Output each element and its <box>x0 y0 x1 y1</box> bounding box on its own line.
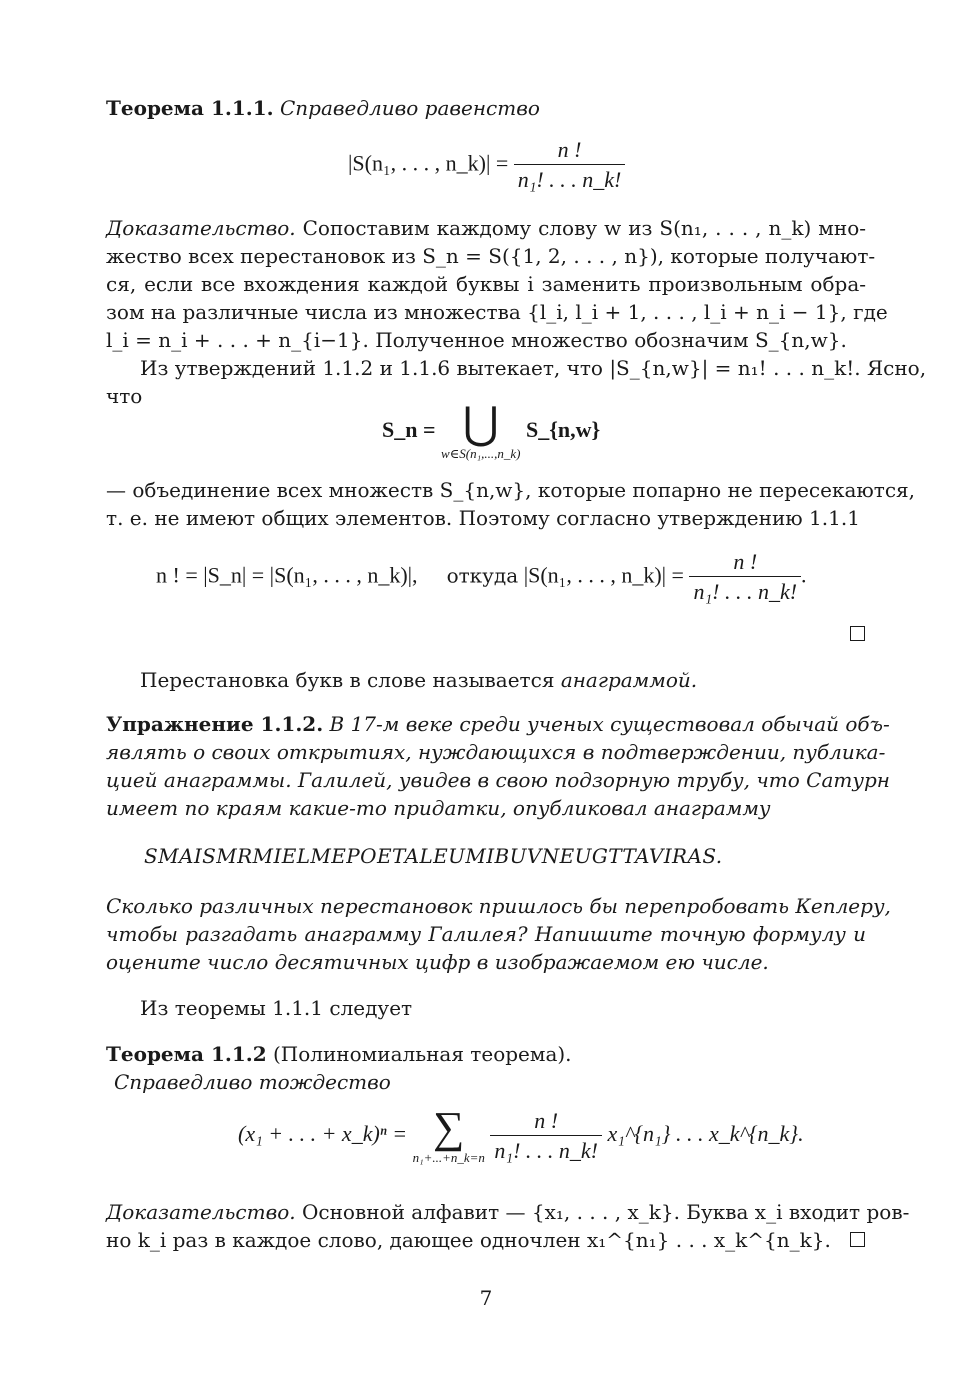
theorem-statement: Справедливо равенство <box>279 96 540 120</box>
final-mid: |S(n₁, . . . , n_k)| = <box>523 562 684 588</box>
theorem-1-1-1-formula <box>348 136 625 195</box>
theorem-label: Теорема 1.1.1. <box>106 96 274 120</box>
final-numerator: n ! <box>733 549 758 574</box>
sigma-icon: ∑ <box>433 1103 465 1152</box>
exercise-line-5: Сколько различных перестановок пришлось бы перепробовать Кеплеру, <box>106 894 891 918</box>
anagram-definition: Перестановка букв в слове называется анаграммой. <box>140 668 698 692</box>
proof-1-line-6: Из утверждений 1.1.2 и 1.1.6 вытекает, что |S_{n,w}| = n₁! . . . n_k!. Ясно, <box>140 356 927 380</box>
qed-square-icon <box>850 1232 865 1247</box>
proof-1-line-2: жество всех перестановок из S_n = S({1, 2, . . . , n}), которые получают- <box>106 244 876 268</box>
multinomial-numerator: n ! <box>534 1107 559 1133</box>
exercise-line-6: чтобы разгадать анаграмму Галилея? Напишите точную формулу и <box>106 922 866 946</box>
theorem-1-1-2-heading <box>106 1040 866 1068</box>
theorem-2-statement: Справедливо тождество <box>114 1070 391 1094</box>
page-number: 7 <box>479 1286 493 1310</box>
union-subscript: w∈S(n₁,...,n_k) <box>441 446 521 461</box>
final-formula: n ! = |S_n| = |S(n₁, . . . , n_k)|, откуда |S(n₁, . . . , n_k)| = $\frac{n !}{\text{n₁! . . . n\_k!}}$ . <box>156 548 807 607</box>
proof-1-line-1: Доказательство. Сопоставим каждому слову w из S(n₁, . . . , n_k) мно- <box>106 216 866 240</box>
proof-1-line-3: ся, если все вхождения каждой буквы i заменить произвольным обра- <box>106 272 866 296</box>
multinomial-fraction <box>490 1107 602 1166</box>
exercise-line-1: Упражнение 1.1.2. В 17-м веке среди ученых существовал обычай объ- <box>106 712 890 736</box>
proof-1-line-9: т. е. не имеют общих элементов. Поэтому согласно утверждению 1.1.1 <box>106 506 860 530</box>
proof-label: Доказательство. <box>106 216 296 240</box>
multinomial-rhs: x₁^{n₁} . . . x_k^{n_k}. <box>607 1121 804 1147</box>
theorem-1-1-1-heading <box>106 94 866 122</box>
big-cup-icon: ⋃ <box>462 399 499 448</box>
multinomial-formula <box>238 1103 804 1166</box>
final-word: откуда <box>446 563 519 588</box>
union-lhs: S_n = <box>382 417 436 443</box>
formula-lhs: |S(n₁, . . . , n_k)| = <box>348 150 509 176</box>
multinomial-denominator: n₁! . . . n_k! <box>490 1135 602 1166</box>
theorem-2-label: Теорема 1.1.2 <box>106 1042 267 1066</box>
final-fraction <box>689 548 801 607</box>
sum-subscript: n₁+...+n_k=n <box>412 1150 485 1165</box>
exercise-line-4: имеет по краям какие-то придатки, опубликовал анаграмму <box>106 796 771 820</box>
qed-square-icon <box>850 626 865 641</box>
follows-line: Из теоремы 1.1.1 следует <box>140 996 413 1020</box>
multinomial-lhs: (x₁ + . . . + x_k)ⁿ = <box>238 1121 408 1147</box>
formula-fraction <box>514 136 626 195</box>
proof-1-line-5: l_i = n_i + . . . + n_{i−1}. Полученное множество обозначим S_{n,w}. <box>106 328 847 352</box>
union-operator <box>441 399 521 462</box>
union-rhs: S_{n,w} <box>526 417 601 443</box>
proof-2-line-1: Доказательство. Основной алфавит — {x₁, . . . , x_k}. Буква x_i входит ров- <box>106 1200 910 1224</box>
final-denominator: n₁! . . . n_k! <box>689 576 801 607</box>
proof-1-line-7: что <box>106 384 143 408</box>
galileo-anagram: SMAISMRMIELMEPOETALEUMIBUVNEUGTTAVIRAS. <box>144 844 723 868</box>
proof-2-line-2: но k_i раз в каждое слово, дающее одночлен x₁^{n₁} . . . x_k^{n_k}. <box>106 1228 831 1252</box>
proof-2-label: Доказательство. <box>106 1200 296 1224</box>
theorem-2-name: (Полиномиальная теорема). <box>272 1042 572 1066</box>
formula-numerator: n ! <box>557 137 582 162</box>
union-formula <box>382 399 601 462</box>
anagram-term: анаграммой. <box>560 668 698 692</box>
exercise-line-2: являть о своих открытиях, нуждающихся в подтверждении, публика- <box>106 740 886 764</box>
exercise-line-3: цией анаграммы. Галилей, увидев в свою подзорную трубу, что Сатурн <box>106 768 890 792</box>
formula-denominator: n₁! . . . n_k! <box>514 164 626 195</box>
exercise-label: Упражнение 1.1.2. <box>106 712 324 736</box>
proof-1-line-8: — объединение всех множеств S_{n,w}, которые попарно не пересекаются, <box>106 478 916 502</box>
final-lhs: n ! = |S_n| = |S(n₁, . . . , n_k)|, <box>156 562 418 588</box>
sum-operator <box>412 1103 485 1166</box>
proof-1-line-4: зом на различные числа из множества {l_i, l_i + 1, . . . , l_i + n_i − 1}, где <box>106 300 888 324</box>
exercise-line-7: оцените число десятичных цифр в изображаемом ею числе. <box>106 950 769 974</box>
